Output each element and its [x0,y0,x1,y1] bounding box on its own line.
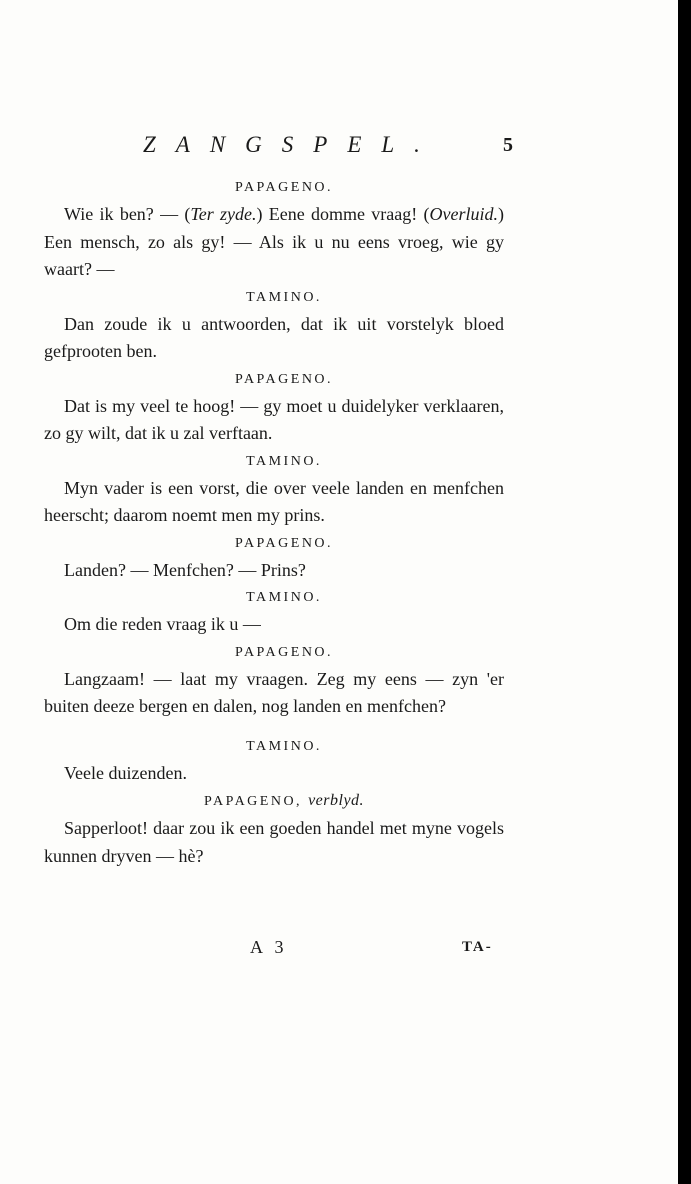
speech-text: Veele duizenden. [64,762,187,783]
stage-direction: Overluid. [429,204,499,224]
speaker-label: PAPAGENO. [234,535,334,551]
speaker-name [44,733,504,760]
speech-line [44,760,504,788]
stage-direction: Ter zyde. [190,204,257,224]
speaker-name [44,366,504,393]
speaker-label: PAPAGENO, [203,794,303,809]
speech-text: ) Een mensch, zo als gy! — Als ik u nu eens vroeg, wie gy waart? — [44,204,505,279]
speaker-name [44,584,504,611]
speech-line [44,201,504,284]
dialogue-text [44,174,504,870]
speech-text: Myn vader is een vorst, die over veele landen en menfchen heerscht; daarom noemt men my prins. [44,477,504,525]
speech-line [44,475,504,530]
speaker-name [44,448,504,475]
speaker-label: TAMINO. [246,453,322,469]
speaker-name [44,284,504,311]
speech-line [44,393,504,448]
speaker-label: PAPAGENO. [234,180,334,195]
speech-line [44,311,504,366]
speech-text: Landen? — Menfchen? — Prins? [64,559,306,580]
speaker-name [44,530,504,557]
signature-mark: A 3 [250,937,288,957]
page-footer [0,937,678,967]
speaker-name [44,639,504,666]
speech-text: Sapperloot! daar zou ik een goeden handel met myne vogels kunnen dryven — hè? [44,818,504,866]
page-header [0,132,678,162]
speech-text: Langzaam! — laat my vraagen. Zeg my eens — zyn 'er buiten deeze bergen en dalen, nog landen en menfchen? [44,668,504,716]
speech-text: Wie ik ben? — ( [64,204,191,224]
speech-line [44,666,504,721]
speaker-name [44,787,504,815]
speaker-label: PAPAGENO. [234,644,334,660]
speaker-label: TAMINO. [246,738,322,754]
speech-text: Om die reden vraag ik u — [64,614,261,634]
speech-line [44,611,504,639]
speaker-name [44,174,504,201]
running-title: ZANGSPEL. [143,132,440,157]
speech-line [44,815,504,870]
page-number: 5 [503,134,513,156]
catchword: TA- [462,939,493,955]
speaker-label: TAMINO. [246,590,322,605]
speaker-label: PAPAGENO. [234,371,334,387]
speech-text: Dat is my veel te hoog! — gy moet u duidelyker verklaaren, zo gy wilt, dat ik u zal verftaan. [44,395,504,443]
speech-text: ) Eene domme vraag! ( [256,204,430,224]
stage-direction: verblyd. [308,792,365,809]
speech-text: Dan zoude ik u antwoorden, dat ik uit vorstelyk bloed gefprooten ben. [44,313,504,361]
speaker-label: TAMINO. [246,289,322,305]
speech-line [44,557,504,585]
spacer [44,721,504,733]
